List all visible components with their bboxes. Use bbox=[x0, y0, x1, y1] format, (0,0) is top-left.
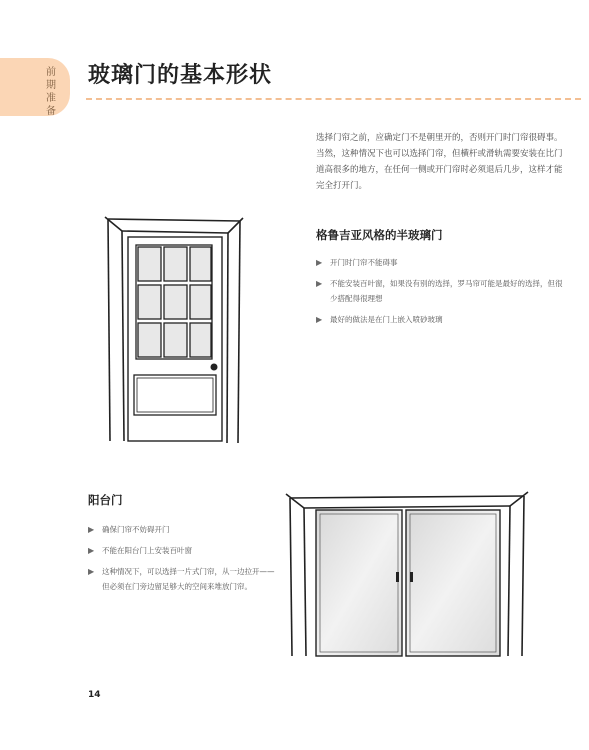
list-item: ▶ 最好的做法是在门上嵌入喷砂玻璃 bbox=[316, 312, 566, 327]
triangle-right-icon: ▶ bbox=[88, 567, 95, 576]
page-number: 14 bbox=[88, 690, 101, 700]
triangle-right-icon: ▶ bbox=[88, 546, 95, 555]
chapter-tab-label: 前期准备 bbox=[46, 67, 56, 117]
list-item: ▶ 不能安装百叶窗，如果没有别的选择，罗马帘可能是最好的选择，但很少搭配得很理想 bbox=[316, 276, 566, 306]
list-item: ▶ 确保门帘不妨碍开门 bbox=[88, 522, 278, 537]
list-item: ▶ 这种情况下，可以选择一片式门帘，从一边拉开——但必须在门旁边留足够大的空间来堆放门帘。 bbox=[88, 564, 278, 594]
triangle-right-icon: ▶ bbox=[316, 258, 323, 267]
triangle-right-icon: ▶ bbox=[316, 279, 323, 288]
title-divider bbox=[86, 98, 581, 100]
list-item: ▶ 开门时门帘不能碍事 bbox=[316, 255, 566, 270]
balcony-door-list bbox=[88, 522, 278, 600]
balcony-door-illustration bbox=[284, 490, 530, 662]
georgian-door-illustration bbox=[100, 215, 250, 447]
chapter-tab bbox=[0, 58, 70, 116]
section-heading-georgian-door: 格鲁吉亚风格的半玻璃门 bbox=[316, 228, 443, 242]
section-heading-balcony-door: 阳台门 bbox=[88, 493, 123, 507]
page-title: 玻璃门的基本形状 bbox=[88, 63, 273, 88]
triangle-right-icon: ▶ bbox=[316, 315, 323, 324]
georgian-door-list bbox=[316, 255, 566, 333]
intro-paragraph: 选择门帘之前，应确定门不是朝里开的，否则开门时门帘很碍事。当然，这种情况下也可以选择门帘，但横杆或滑轨需要安装在比门道高很多的地方，在任何一侧或开门帘时必须退后几步，这样才能完全打开门。 bbox=[316, 133, 563, 191]
list-item: ▶ 不能在阳台门上安装百叶窗 bbox=[88, 543, 278, 558]
triangle-right-icon: ▶ bbox=[88, 525, 95, 534]
